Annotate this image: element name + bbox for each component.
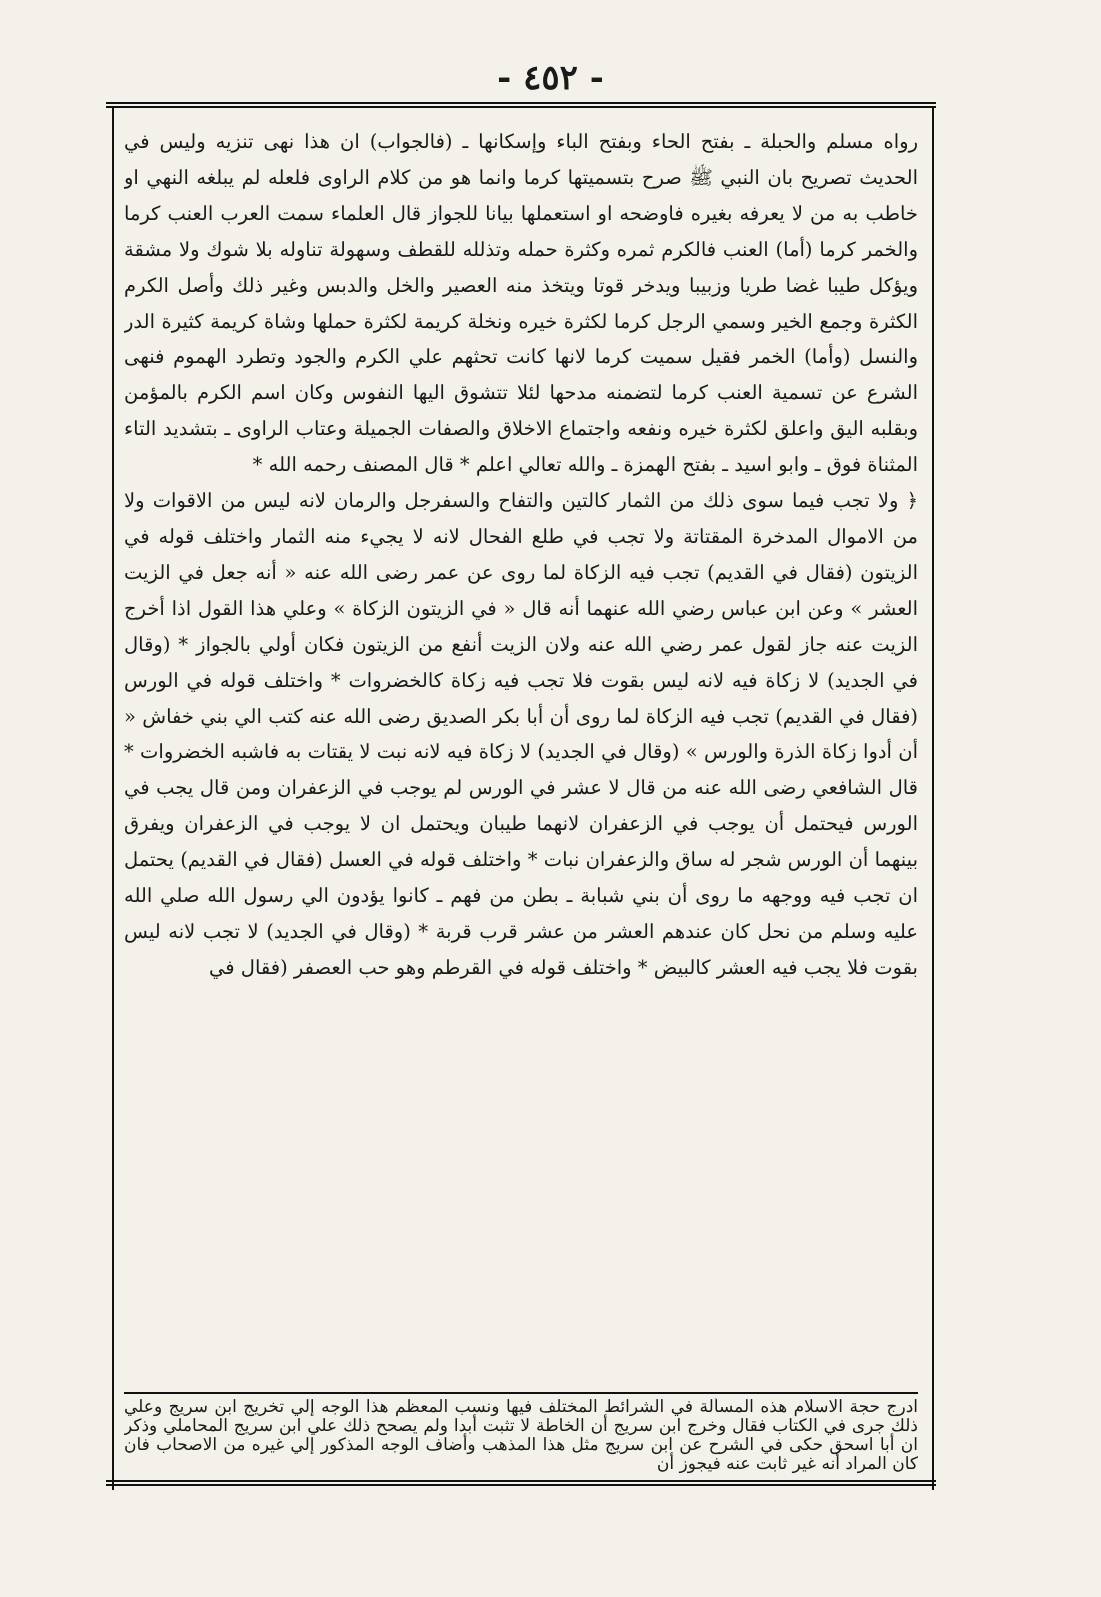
main-text-block — [124, 124, 918, 1382]
footnote-separator — [124, 1392, 918, 1394]
footnote-block: ادرج حجة الاسلام هذه المسألة في الشرائط المختلف فيها ونسب المعظم هذا الوجه إلي تخريج ابن سريج وعلي ذلك جرى في الكتاب فقال وخرج ابن سريج أن الخاطة لا تثبت أبدا ولم يصحح ذلك علي ابن سريج المحاملي وذكر ان أبا اسحق حكى في الشرح عن ابن سريج مثل هذا المذهب وأضاف الوجه المذكور إلي غيره من الاصحاب فان كان المراد أنه غير ثابت عنه فيجوز أن — [124, 1398, 918, 1474]
bottom-border-rule — [106, 1480, 936, 1486]
commentary-paragraph: رواه مسلم والحبلة ـ بفتح الحاء وبفتح الباء وإسكانها ـ (فالجواب) ان هذا نهى تنزيه وليس في الحديث تصريح بان النبي ﷺ صرح بتسميتها كرما وانما هو من كلام الراوى فلعله لم يبلغه النهي او خاطب به من لا يعرفه بغيره فاوضحه او استعملها بيانا للجواز قال العلماء سمت العرب العنب كرما والخمر كرما (أما) العنب فالكرم ثمره وكثرة حمله وتذلله للقطف وسهولة تناوله بلا شوك ولا مشقة ويؤكل طيبا غضا طريا وزبيبا ويدخر قوتا ويتخذ منه العصير والخل والدبس وغير ذلك وأصل الكرم الكثرة وجمع الخير وسمي الرجل كرما لكثرة خيره ونخلة كريمة لكثرة حملها وشاة كريمة كثيرة الدر والنسل (وأما) الخمر فقيل سميت كرما لانها كانت تحثهم علي الكرم والجود وتطرد الهموم فنهى الشرع عن تسمية العنب كرما لتضمنه مدحها لئلا تتشوق اليها النفوس وكان اسم الكرم بالمؤمن وبقلبه اليق واعلق لكثرة خيره ونفعه واجتماع الاخلاق والصفات الجميلة وعتاب الراوى ـ بتشديد التاء المثناة فوق ـ وابو اسيد ـ بفتح الهمزة ـ والله تعالي اعلم * قال المصنف رحمه الله * — [124, 130, 918, 477]
page-number: - ٤٥٢ - — [497, 58, 604, 98]
matn-paragraph: ﴿ ولا تجب فيما سوى ذلك من الثمار كالتين والتفاح والسفرجل والرمان لانه ليس من الاقوات ولا من الاموال المدخرة المقتاتة ولا تجب في طلع الفحال لانه لا يجيء منه الثمار واختلف قوله في الزيتون (فقال في القديم) تجب فيه الزكاة لما روى عن عمر رضى الله عنه « أنه جعل في الزيت العشر » وعن ابن عباس رضي الله عنهما أنه قال « في الزيتون الزكاة » وعلي هذا القول اذا أخرج الزيت عنه جاز لقول عمر رضي الله عنه ولان الزيت أنفع من الزيتون فكان أولي بالجواز * (وقال في الجديد) لا زكاة فيه لانه ليس بقوت فلا تجب فيه زكاة كالخضروات * واختلف قوله في الورس (فقال في القديم) تجب فيه الزكاة لما روى أن أبا بكر الصديق رضى الله عنه كتب الي بني خفاش « أن أدوا زكاة الذرة والورس » (وقال في الجديد) لا زكاة فيه لانه نبت لا يقتات به فاشبه الخضروات * قال الشافعي رضى الله عنه من قال لا عشر في الورس لم يوجب في الزعفران ومن قال يجب في الورس فيحتمل أن يوجب في الزعفران لانهما طيبان ويحتمل ان لا يوجب في الزعفران ويفرق بينهما أن الورس شجر له ساق والزعفران نبات * واختلف قوله في العسل (فقال في القديم) يحتمل ان تجب فيه ووجهه ما روى أن بني شبابة ـ بطن من فهم ـ كانوا يؤدون الي رسول الله صلي الله عليه وسلم من نحل كان عندهم العشر من عشر قرب قربة * (وقال في الجديد) لا تجب لانه ليس بقوت فلا يجب فيه العشر كالبيض * واختلف قوله في القرطم وهو حب العصفر (فقال في — [124, 489, 918, 979]
